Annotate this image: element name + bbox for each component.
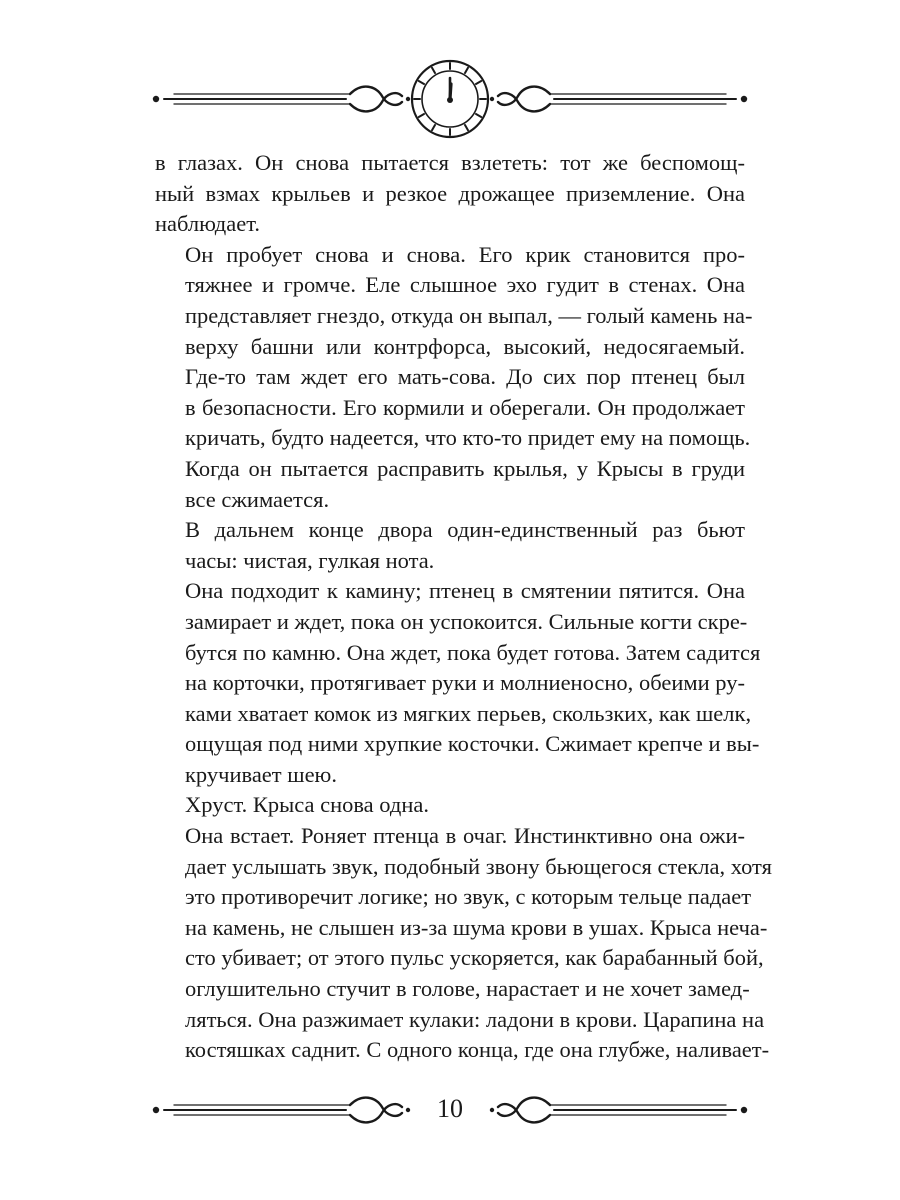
text-line: сто убивает; от этого пульс ускоряется, как барабанный бой, xyxy=(185,945,764,971)
text-line: наблюдает. xyxy=(155,211,260,237)
text-line: Хруст. Крыса снова одна. xyxy=(185,792,429,818)
text-line: Когда он пытается расправить крылья, у Крысы в груди xyxy=(185,455,745,481)
text-line: в безопасности. Его кормили и оберегали. Он продолжает xyxy=(185,394,745,420)
page-number: 10 xyxy=(437,1094,463,1123)
paragraph xyxy=(155,240,753,515)
right-flourish-icon xyxy=(490,87,747,112)
text-line: ный взмах крыльев и резкое дрожащее приземление. Она xyxy=(155,180,745,206)
left-flourish-icon xyxy=(153,87,410,112)
text-line: на корточки, протягивает руки и молниеносно, обеими ру- xyxy=(185,670,745,696)
clock-icon xyxy=(412,61,488,137)
text-line: Она подходит к камину; птенец в смятении пятится. Она xyxy=(185,578,745,604)
paragraph xyxy=(155,790,745,821)
text-line: замирает и ждет, пока он успокоится. Сильные когти скре- xyxy=(185,608,748,634)
text-line: в глазах. Он снова пытается взлететь: тот же беспомощ- xyxy=(155,150,745,175)
text-line: все сжимается. xyxy=(185,486,330,512)
text-line: тяжнее и громче. Еле слышное эхо гудит в стенах. Она xyxy=(185,272,745,298)
text-line: это противоречит логике; но звук, с которым тельце падает xyxy=(185,884,752,910)
paragraph xyxy=(155,515,745,576)
text-line: ощущая под ними хрупкие косточки. Сжимает крепче и вы- xyxy=(185,731,760,757)
header-ornament xyxy=(150,58,750,142)
text-line: Она встает. Роняет птенца в очаг. Инстинктивно она ожи- xyxy=(185,823,745,849)
text-line: костяшках саднит. С одного конца, где она глубже, наливает- xyxy=(185,1037,770,1063)
text-line: кручивает шею. xyxy=(185,761,337,787)
text-line: ляться. Она разжимает кулаки: ладони в крови. Царапина на xyxy=(185,1006,765,1032)
footer-left-flourish-icon xyxy=(153,1098,410,1123)
footer-right-flourish-icon xyxy=(490,1098,747,1123)
text-line: верху башни или контрфорса, высокий, недосягаемый. xyxy=(185,333,745,359)
body-text xyxy=(155,148,772,1066)
text-line: Он пробует снова и снова. Его крик становится про- xyxy=(185,241,745,267)
paragraph xyxy=(155,148,745,240)
text-line: часы: чистая, гулкая нота. xyxy=(185,547,435,573)
text-line: представляет гнездо, откуда он выпал, — голый камень на- xyxy=(185,302,753,328)
text-line: бутся по камню. Она ждет, пока будет готова. Затем садится xyxy=(185,639,761,665)
paragraph xyxy=(155,821,772,1066)
text-line: на камень, не слышен из-за шума крови в ушах. Крыса неча- xyxy=(185,914,768,940)
text-line: оглушительно стучит в голове, нарастает и не хочет замед- xyxy=(185,976,750,1002)
text-line: кричать, будто надеется, что кто-то придет ему на помощь. xyxy=(185,425,751,451)
text-line: ками хватает комок из мягких перьев, скользких, как шелк, xyxy=(185,700,752,726)
paragraph xyxy=(155,576,761,790)
text-line: В дальнем конце двора один-единственный раз бьют xyxy=(185,517,745,543)
text-line: Где-то там ждет его мать-сова. До сих пор птенец был xyxy=(185,364,745,390)
text-line: дает услышать звук, подобный звону бьющегося стекла, хотя xyxy=(185,853,772,879)
